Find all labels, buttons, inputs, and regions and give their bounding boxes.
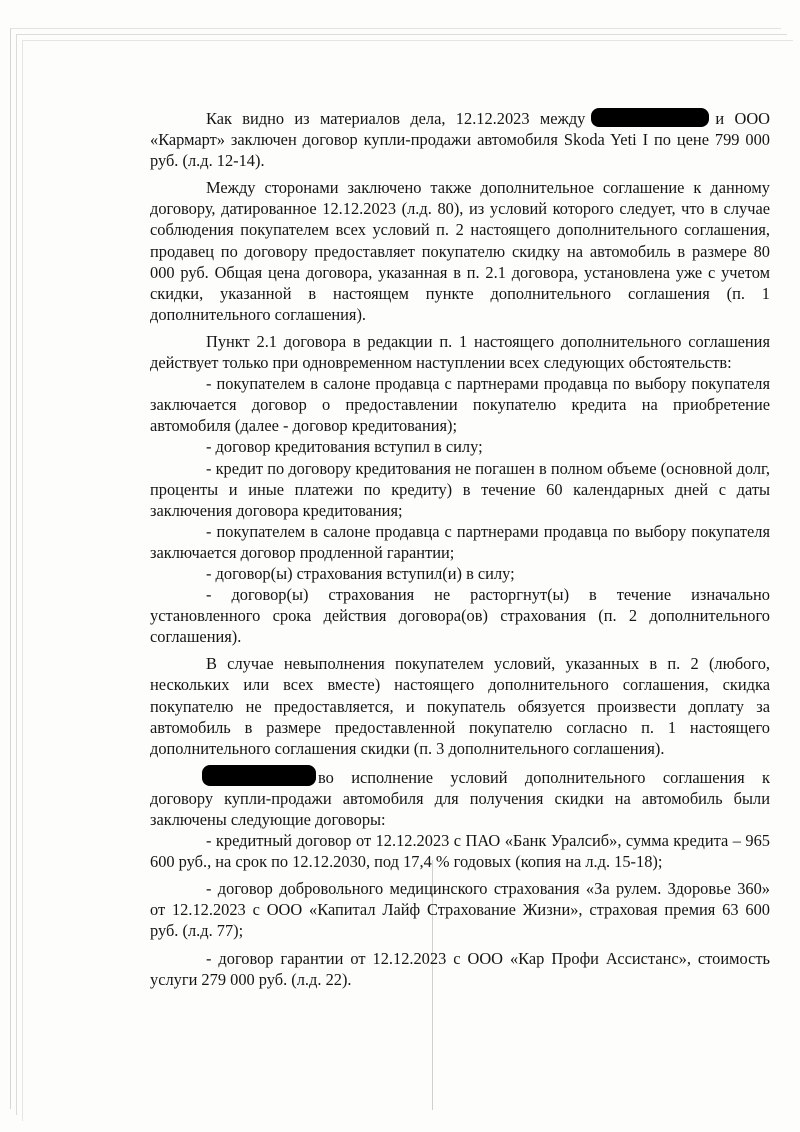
document-body <box>150 108 770 990</box>
paragraph-agreement: Между сторонами заключено также дополнительное соглашение к данному договору, датированное 12.12.2023 (л.д. 80), из условий которого следует, что в случае соблюдения покупателем всех условий п. 2 настоящего дополнительного соглашения, продавец по договору предоставляет покупателю скидку на автомобиль в размере 80 000 руб. Общая цена договора, указанная в п. 2.1 договора, установлена уже с учетом скидки, указанной в настоящем пункте дополнительного соглашения (п. 1 дополнительного соглашения). <box>150 178 770 324</box>
condition-item: - покупателем в салоне продавца с партнерами продавца по выбору покупателя заключается договор о предоставлении покупателю кредита на приобретение автомобиля (далее - договор кредитования); <box>150 374 770 436</box>
contract-item: - кредитный договор от 12.12.2023 с ПАО «Банк Уралсиб», сумма кредита – 965 600 руб., на срок по 12.12.2030, под 17,4 % годовых (копия на л.д. 15-18); <box>150 831 770 872</box>
paragraph-conditions-intro: Пункт 2.1 договора в редакции п. 1 настоящего дополнительного соглашения действует только при одновременном наступлении всех следующих обстоятельств: <box>150 331 770 373</box>
paragraph-text: и ООО «Кармарт» заключен договор купли-продажи автомобиля Skoda Yeti I по цене 799 000 руб. (л.д. 12-14). <box>150 109 770 171</box>
condition-item: - договор(ы) страхования не расторгнут(ы) в течение изначально установленного срока действия договора(ов) страхования (п. 2 дополнительного соглашения). <box>150 585 770 647</box>
redaction-block <box>591 108 709 127</box>
redaction-block <box>202 765 316 786</box>
condition-item: - договор кредитования вступил в силу; <box>206 437 483 457</box>
paragraph-text: во исполнение условий дополнительного соглашения к договору купли-продажи автомобиля для получения скидки на автомобиль были заключены следующие договоры: <box>150 767 770 829</box>
condition-item: - договор(ы) страхования вступил(и) в силу; <box>206 563 515 583</box>
paragraph-contract <box>150 108 770 171</box>
condition-item: - покупателем в салоне продавца с партнерами продавца по выбору покупателя заключается договор продленной гарантии; <box>150 521 770 562</box>
paragraph-text: Как видно из материалов дела, 12.12.2023 между <box>206 109 586 128</box>
paragraph-contracts-intro <box>150 765 770 830</box>
paragraph-noncompliance: В случае невыполнения покупателем условий, указанных в п. 2 (любого, нескольких или всех вместе) настоящего дополнительного соглашения, скидка покупателю не предоставляется, и покупатель обязуется произвести доплату за автомобиль в размере предоставленной покупателю согласно п. 1 настоящего дополнительного соглашения скидки (п. 3 дополнительного соглашения). <box>150 654 770 758</box>
contract-item: - договор добровольного медицинского страхования «За рулем. Здоровье 360» от 12.12.2023 с ООО «Капитал Лайф Страхование Жизни», страховая премия 63 600 руб. (л.д. 77); <box>150 879 770 941</box>
contract-item: - договор гарантии от 12.12.2023 с ООО «Кар Профи Ассистанс», стоимость услуги 279 000 руб. (л.д. 22). <box>150 948 770 989</box>
condition-item: - кредит по договору кредитования не погашен в полном объеме (основной долг, проценты и иные платежи по кредиту) в течение 60 календарных дней с даты заключения договора кредитования; <box>150 458 770 520</box>
